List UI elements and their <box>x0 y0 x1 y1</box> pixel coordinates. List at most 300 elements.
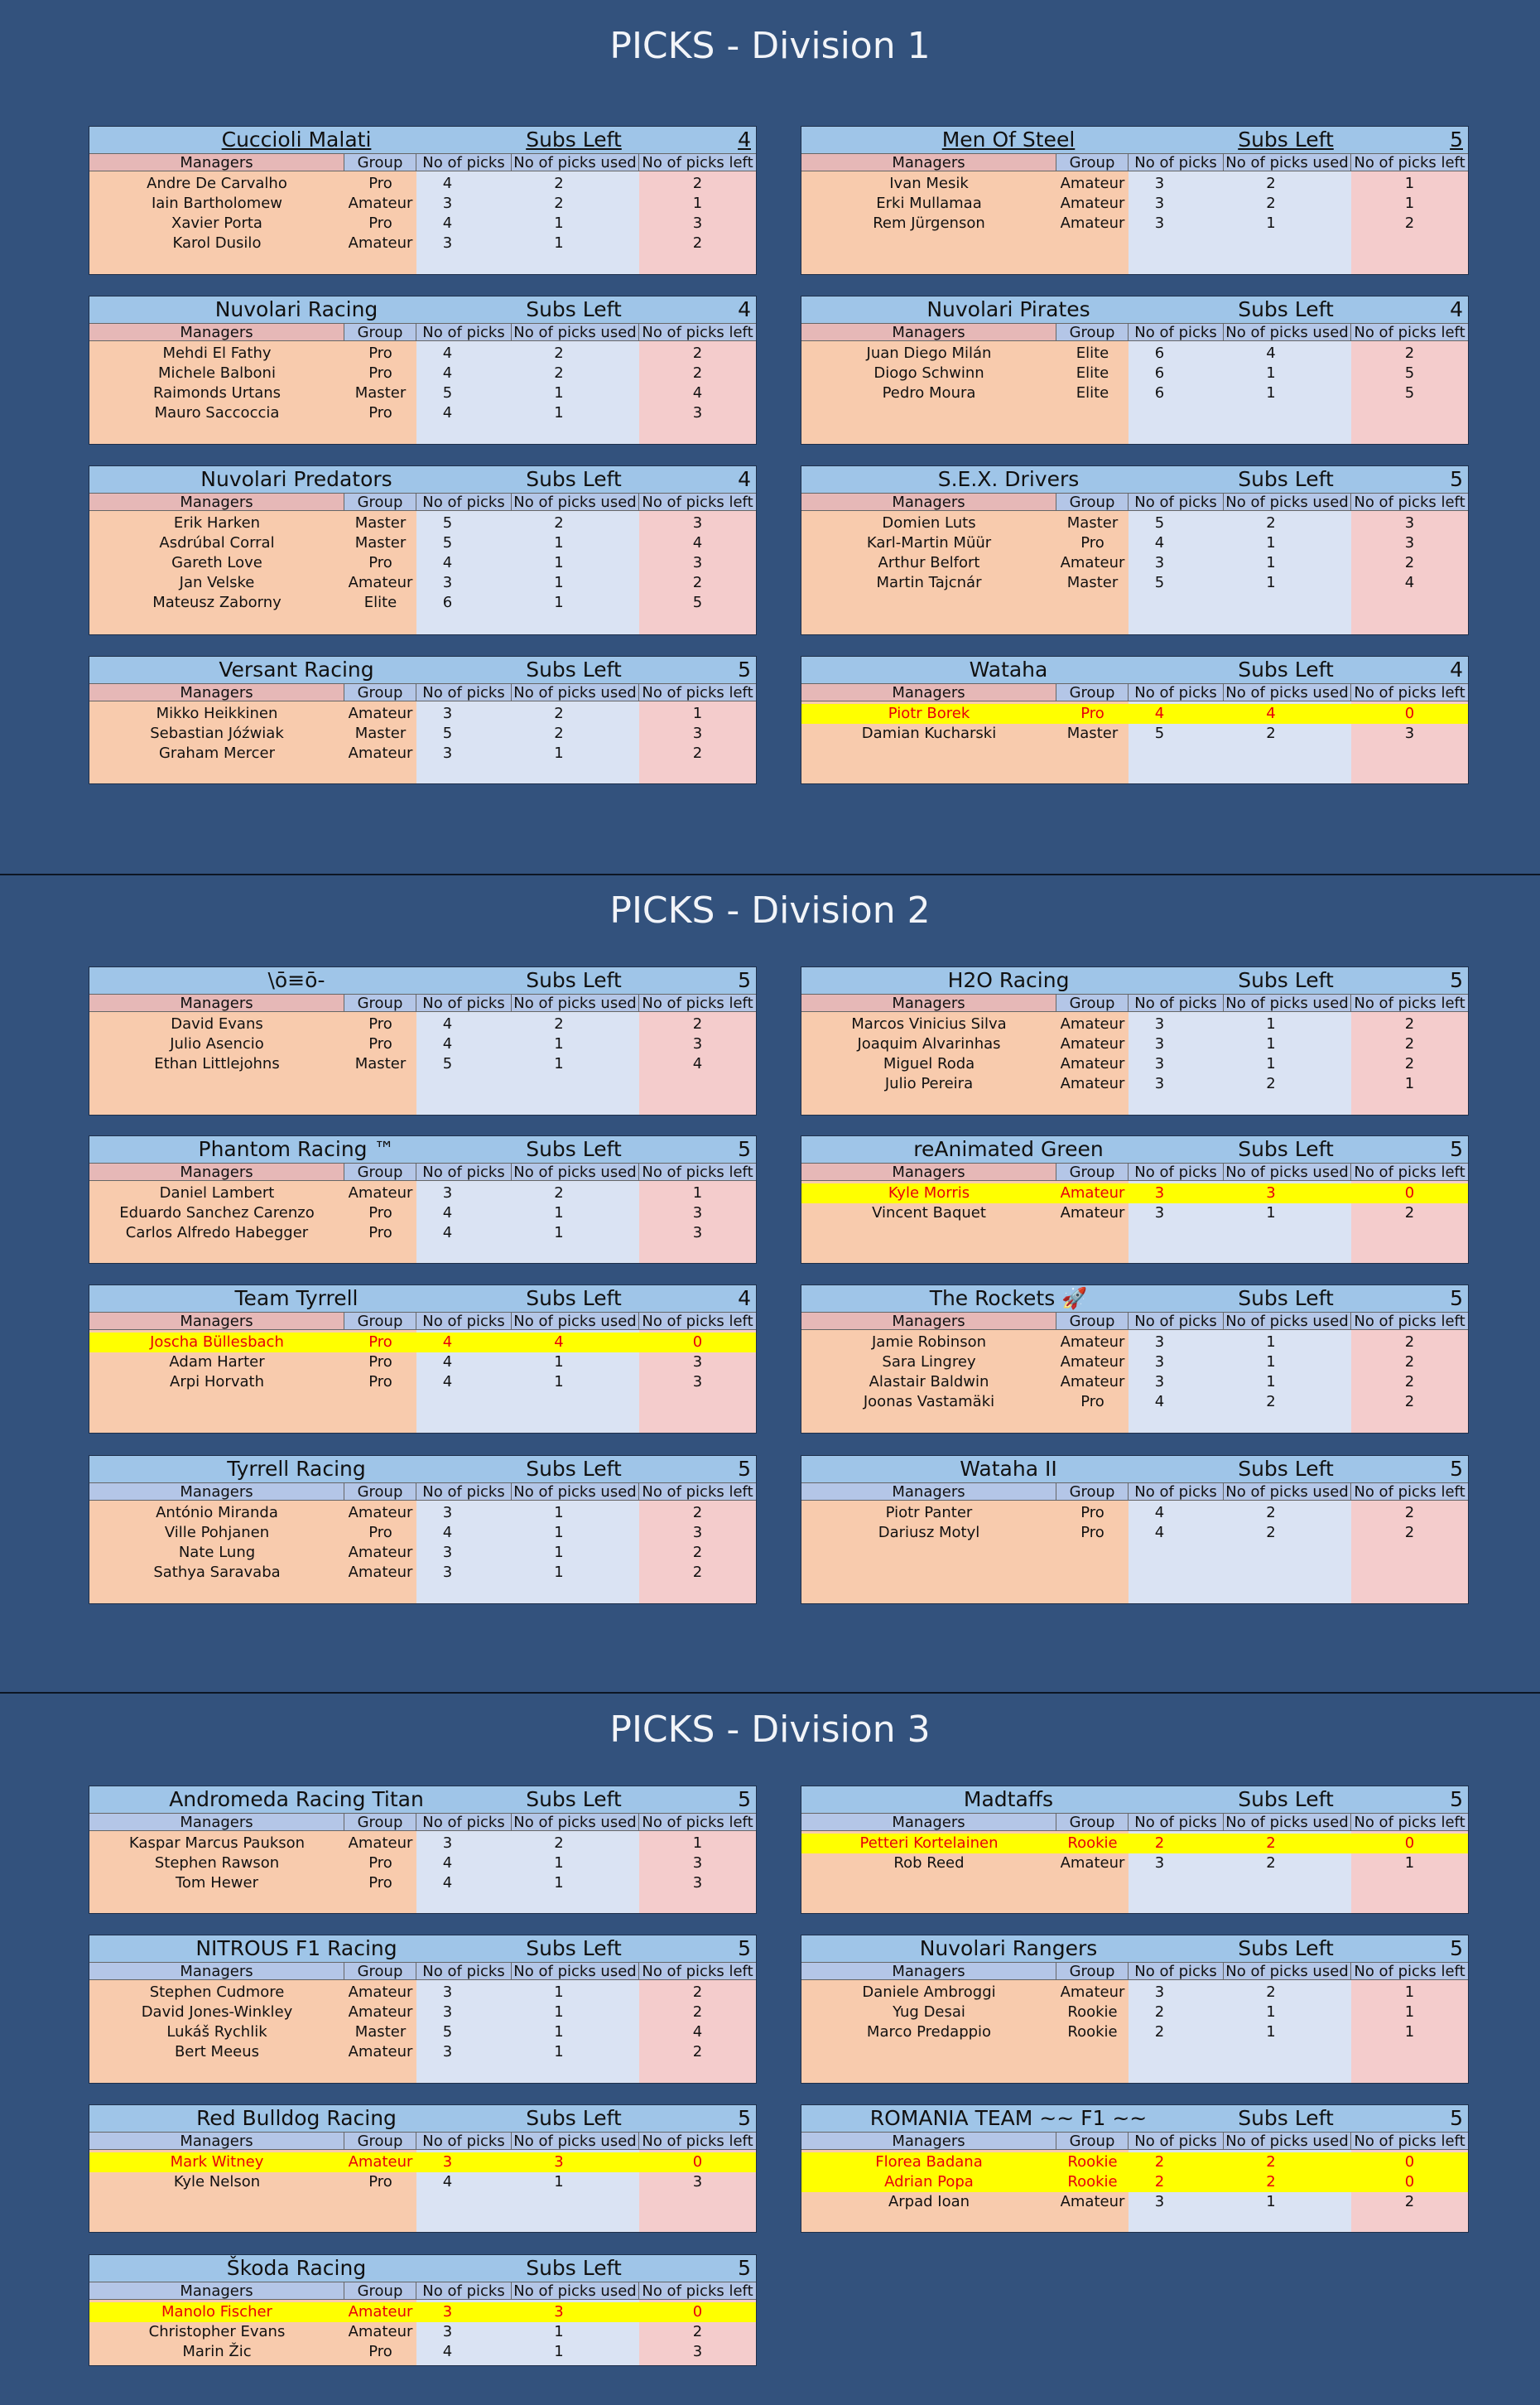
subs-left-label: Subs Left <box>526 658 622 682</box>
column-header-group: Group <box>1056 493 1129 511</box>
cell-picks: 4 <box>442 404 453 422</box>
manager-row <box>89 1543 756 1563</box>
column-header-picks: No of picks <box>1129 1962 1224 1980</box>
column-header-picks: No of picks <box>416 493 512 511</box>
cell-group: Master <box>1066 514 1119 532</box>
team-table <box>801 966 1469 1116</box>
team-table <box>89 656 757 784</box>
column-header-used: No of picks used <box>512 1813 639 1831</box>
cell-managers: Jan Velske <box>179 574 255 591</box>
cell-left: 3 <box>692 1874 703 1892</box>
cell-picks: 3 <box>1154 554 1165 571</box>
cell-managers: Domien Luts <box>882 514 976 532</box>
cell-picks: 3 <box>1154 1184 1165 1202</box>
cell-used: 2 <box>1266 1075 1276 1092</box>
column-header-managers: Managers <box>89 493 344 511</box>
cell-group: Pro <box>368 1874 392 1892</box>
column-header-used: No of picks used <box>512 1962 639 1980</box>
team-name <box>801 1935 1215 1962</box>
cell-group: Pro <box>1080 1524 1104 1541</box>
cell-used: 4 <box>1266 705 1276 722</box>
cell-managers: Mark Witney <box>170 2153 264 2171</box>
manager-row <box>89 593 756 613</box>
cell-used: 1 <box>1266 1055 1276 1072</box>
table-body <box>801 1012 1468 1115</box>
column-header-left: No of picks left <box>1351 1962 1468 1980</box>
cell-used: 1 <box>554 1224 564 1241</box>
cell-picks: 3 <box>1154 1075 1165 1092</box>
team-name <box>89 967 503 994</box>
cell-used: 1 <box>554 1983 564 2001</box>
column-header-left: No of picks left <box>639 683 756 701</box>
cell-used: 1 <box>554 1544 564 1561</box>
column-header-left: No of picks left <box>1351 153 1468 171</box>
manager-rows <box>801 1181 1468 1223</box>
manager-row <box>89 1983 756 2003</box>
manager-row <box>89 513 756 533</box>
cell-used: 2 <box>554 175 564 192</box>
cell-group: Master <box>354 534 407 552</box>
subs-left-label: Subs Left <box>1238 968 1334 992</box>
table-body <box>801 1980 1468 2083</box>
manager-row <box>89 724 756 744</box>
cell-picks: 3 <box>1154 1373 1165 1390</box>
cell-left: 2 <box>1404 1055 1415 1072</box>
cell-left: 3 <box>692 725 703 742</box>
cell-managers: Julio Pereira <box>884 1075 974 1092</box>
cell-managers: Carlos Alfredo Habegger <box>125 1224 309 1241</box>
manager-rows <box>89 511 756 613</box>
cell-group: Amateur <box>348 234 413 252</box>
cell-used: 2 <box>554 705 564 722</box>
cell-managers: Sathya Saravaba <box>153 1564 281 1581</box>
cell-managers: Piotr Panter <box>885 1504 973 1521</box>
column-header-managers: Managers <box>801 1813 1056 1831</box>
cell-group: Amateur <box>1060 1184 1125 1202</box>
manager-row <box>801 174 1468 194</box>
team-header <box>89 466 756 493</box>
column-header-used: No of picks used <box>1224 683 1351 701</box>
manager-row <box>89 2003 756 2022</box>
subs-left-count: 5 <box>738 2106 751 2130</box>
column-header-group: Group <box>1056 2132 1129 2150</box>
cell-managers: Julio Asencio <box>170 1035 264 1053</box>
cell-used: 1 <box>1266 1035 1276 1053</box>
cell-picks: 3 <box>1154 2193 1165 2210</box>
team-table <box>89 966 757 1116</box>
column-header-left: No of picks left <box>639 994 756 1012</box>
cell-managers: Mehdi El Fathy <box>162 345 272 362</box>
column-header-used: No of picks used <box>512 2282 639 2300</box>
manager-row <box>801 1523 1468 1543</box>
team-table <box>89 465 757 635</box>
manager-row <box>801 1074 1468 1094</box>
cell-left: 0 <box>1404 2153 1415 2171</box>
cell-used: 1 <box>554 2173 564 2191</box>
column-headers <box>89 1163 756 1181</box>
column-header-group: Group <box>344 1482 416 1501</box>
table-body <box>89 171 756 274</box>
cell-left: 2 <box>1404 1204 1415 1222</box>
cell-managers: Gareth Love <box>171 554 262 571</box>
manager-row <box>801 1372 1468 1392</box>
team-header <box>89 1285 756 1312</box>
subs-left-label: Subs Left <box>526 467 622 491</box>
manager-rows <box>801 1012 1468 1094</box>
team-table <box>801 296 1469 445</box>
column-header-managers: Managers <box>801 1482 1056 1501</box>
team-name-text: Team Tyrrell <box>234 1286 359 1310</box>
manager-row <box>801 1853 1468 1873</box>
cell-left: 5 <box>1404 384 1415 402</box>
manager-rows <box>89 1181 756 1243</box>
cell-used: 2 <box>1266 1504 1276 1521</box>
cell-used: 2 <box>1266 1983 1276 2001</box>
cell-group: Master <box>354 1055 407 1072</box>
cell-managers: Eduardo Sanchez Carenzo <box>119 1204 315 1222</box>
team-name-text: Nuvolari Predators <box>200 467 392 491</box>
cell-group: Amateur <box>1060 1854 1125 1872</box>
table-body <box>801 171 1468 274</box>
cell-group: Pro <box>368 554 392 571</box>
subs-left-count: 5 <box>738 1936 751 1960</box>
column-headers <box>801 1163 1468 1181</box>
cell-managers: Rob Reed <box>893 1854 965 1872</box>
cell-group: Elite <box>1076 364 1109 382</box>
cell-left: 3 <box>692 1373 703 1390</box>
column-headers <box>89 323 756 341</box>
manager-row <box>89 1372 756 1392</box>
manager-row <box>89 704 756 724</box>
cell-managers: David Jones-Winkley <box>141 2003 293 2021</box>
manager-row <box>89 1352 756 1372</box>
column-header-left: No of picks left <box>1351 2132 1468 2150</box>
column-header-group: Group <box>344 1813 416 1831</box>
cell-picks: 2 <box>1154 2023 1165 2041</box>
cell-left: 3 <box>1404 725 1415 742</box>
team-name-text: Wataha II <box>960 1457 1057 1481</box>
manager-row <box>89 214 756 234</box>
column-header-picks: No of picks <box>1129 323 1224 341</box>
manager-row-highlighted <box>801 1183 1468 1203</box>
subs-left-count: 5 <box>738 2256 751 2280</box>
column-header-used: No of picks used <box>512 153 639 171</box>
cell-managers: David Evans <box>171 1015 263 1033</box>
cell-group: Amateur <box>348 1564 413 1581</box>
cell-picks: 3 <box>442 745 453 762</box>
cell-used: 1 <box>554 2043 564 2060</box>
table-body <box>801 1501 1468 1603</box>
division-title: PICKS - Division 3 <box>609 1709 931 1751</box>
manager-row <box>801 1333 1468 1352</box>
manager-row <box>89 553 756 573</box>
cell-picks: 4 <box>442 345 453 362</box>
column-header-left: No of picks left <box>639 1962 756 1980</box>
cell-managers: Graham Mercer <box>158 745 276 762</box>
manager-row <box>801 2003 1468 2022</box>
cell-left: 3 <box>692 514 703 532</box>
cell-used: 1 <box>554 745 564 762</box>
cell-managers: Diogo Schwinn <box>873 364 984 382</box>
column-header-used: No of picks used <box>1224 153 1351 171</box>
manager-row <box>89 1563 756 1583</box>
team-table <box>89 1786 757 1914</box>
table-body <box>89 2300 756 2365</box>
column-headers <box>801 323 1468 341</box>
team-table <box>89 296 757 445</box>
column-header-used: No of picks used <box>1224 1482 1351 1501</box>
cell-picks: 4 <box>442 1874 453 1892</box>
team-name <box>89 657 503 683</box>
cell-managers: Bert Meeus <box>174 2043 260 2060</box>
subs-left-label: Subs Left <box>1238 658 1334 682</box>
cell-used: 1 <box>554 1373 564 1390</box>
manager-row <box>89 1873 756 1893</box>
manager-row <box>89 194 756 214</box>
cell-picks: 4 <box>1154 705 1165 722</box>
cell-managers: Arpad Ioan <box>888 2193 970 2210</box>
table-body <box>89 511 756 634</box>
cell-used: 1 <box>1266 1373 1276 1390</box>
cell-left: 3 <box>692 554 703 571</box>
cell-picks: 3 <box>1154 1983 1165 2001</box>
team-name-text: Cuccioli Malati <box>221 128 372 152</box>
table-body <box>89 1831 756 1913</box>
team-name-text: NITROUS F1 Racing <box>195 1936 397 1960</box>
team-name <box>801 1285 1215 1312</box>
team-name <box>89 2255 503 2282</box>
team-table <box>89 1455 757 1604</box>
manager-row <box>89 2042 756 2062</box>
cell-picks: 5 <box>1154 725 1165 742</box>
manager-rows <box>801 171 1468 234</box>
cell-group: Amateur <box>348 1504 413 1521</box>
team-header <box>801 2105 1468 2132</box>
cell-group: Rookie <box>1067 2173 1118 2191</box>
cell-picks: 6 <box>442 594 453 611</box>
manager-rows <box>89 2300 756 2362</box>
cell-picks: 4 <box>1154 1504 1165 1521</box>
subs-left-label: Subs Left <box>1238 467 1334 491</box>
cell-group: Elite <box>1076 384 1109 402</box>
column-headers <box>801 153 1468 171</box>
team-table <box>801 1455 1469 1604</box>
cell-used: 1 <box>554 1204 564 1222</box>
team-header <box>801 1136 1468 1163</box>
column-headers <box>801 1312 1468 1330</box>
cell-managers: Arthur Belfort <box>878 554 980 571</box>
team-name <box>89 2105 503 2132</box>
cell-picks: 3 <box>1154 1854 1165 1872</box>
column-headers <box>801 1482 1468 1501</box>
column-header-managers: Managers <box>89 1482 344 1501</box>
cell-managers: Mikko Heikkinen <box>156 705 278 722</box>
cell-used: 1 <box>554 574 564 591</box>
manager-rows <box>89 1980 756 2062</box>
column-header-group: Group <box>1056 1813 1129 1831</box>
manager-row <box>89 744 756 764</box>
column-header-left: No of picks left <box>1351 1312 1468 1330</box>
column-header-managers: Managers <box>801 994 1056 1012</box>
table-body <box>801 1330 1468 1433</box>
manager-row <box>801 1054 1468 1074</box>
subs-left-count: 5 <box>738 1457 751 1481</box>
cell-picks: 3 <box>442 1564 453 1581</box>
cell-group: Rookie <box>1067 2153 1118 2171</box>
table-body <box>801 1181 1468 1263</box>
team-header <box>89 1786 756 1813</box>
cell-group: Rookie <box>1067 2023 1118 2041</box>
cell-left: 2 <box>692 745 703 762</box>
team-name-text: ROMANIA TEAM ~~ F1 ~~ <box>869 2106 1148 2130</box>
cell-left: 0 <box>692 2303 703 2321</box>
cell-picks: 3 <box>442 1504 453 1521</box>
team-header <box>89 657 756 683</box>
cell-picks: 5 <box>442 534 453 552</box>
cell-used: 4 <box>1266 345 1276 362</box>
manager-row <box>89 533 756 553</box>
cell-group: Amateur <box>348 2003 413 2021</box>
team-header <box>89 1935 756 1962</box>
cell-picks: 4 <box>442 1524 453 1541</box>
team-table <box>89 1284 757 1434</box>
column-header-left: No of picks left <box>639 493 756 511</box>
cell-managers: Yug Desai <box>893 2003 965 2021</box>
cell-left: 4 <box>692 534 703 552</box>
cell-picks: 5 <box>442 384 453 402</box>
column-header-group: Group <box>344 2132 416 2150</box>
cell-group: Amateur <box>348 705 413 722</box>
cell-group: Amateur <box>348 745 413 762</box>
manager-row <box>801 214 1468 234</box>
manager-row <box>801 533 1468 553</box>
team-name <box>89 1136 503 1163</box>
cell-picks: 3 <box>1154 1035 1165 1053</box>
cell-used: 2 <box>554 195 564 212</box>
manager-row <box>801 194 1468 214</box>
cell-group: Amateur <box>348 2323 413 2340</box>
subs-left-count: 5 <box>1450 1936 1463 1960</box>
column-header-used: No of picks used <box>512 994 639 1012</box>
cell-managers: Mateusz Zaborny <box>152 594 282 611</box>
cell-left: 3 <box>692 2173 703 2191</box>
cell-left: 1 <box>1404 195 1415 212</box>
manager-row <box>89 1223 756 1243</box>
subs-left-count: 5 <box>738 968 751 992</box>
manager-row <box>89 2022 756 2042</box>
team-name-text: Nuvolari Rangers <box>919 1936 1098 1960</box>
cell-left: 2 <box>1404 1373 1415 1390</box>
cell-managers: Tom Hewer <box>175 1874 258 1892</box>
subs-left-label: Subs Left <box>1238 128 1334 152</box>
cell-managers: Piotr Borek <box>888 705 970 722</box>
column-header-group: Group <box>344 994 416 1012</box>
cell-managers: Michele Balboni <box>158 364 276 382</box>
cell-left: 3 <box>692 1353 703 1371</box>
team-header <box>89 1456 756 1482</box>
manager-row <box>89 1183 756 1203</box>
team-header <box>801 1935 1468 1962</box>
manager-row <box>89 234 756 253</box>
manager-row <box>89 174 756 194</box>
manager-row <box>89 383 756 403</box>
column-header-used: No of picks used <box>512 683 639 701</box>
cell-left: 2 <box>692 1544 703 1561</box>
cell-used: 1 <box>554 1854 564 1872</box>
manager-rows <box>89 1831 756 1893</box>
table-body <box>89 2150 756 2232</box>
cell-group: Pro <box>368 175 392 192</box>
cell-picks: 3 <box>442 2323 453 2340</box>
team-name-text: Phantom Racing ™ <box>198 1137 395 1161</box>
team-header <box>801 466 1468 493</box>
cell-used: 1 <box>554 2343 564 2360</box>
column-header-left: No of picks left <box>639 1163 756 1181</box>
cell-used: 2 <box>1266 195 1276 212</box>
cell-managers: Sara Lingrey <box>882 1353 976 1371</box>
cell-used: 2 <box>1266 2173 1276 2191</box>
team-header <box>89 2105 756 2132</box>
column-header-used: No of picks used <box>1224 1312 1351 1330</box>
cell-group: Amateur <box>1060 175 1125 192</box>
cell-used: 1 <box>554 1564 564 1581</box>
subs-left-label: Subs Left <box>526 2106 622 2130</box>
column-headers <box>89 2282 756 2300</box>
team-table <box>89 2104 757 2233</box>
cell-picks: 4 <box>442 554 453 571</box>
cell-used: 1 <box>554 234 564 252</box>
cell-picks: 3 <box>1154 1333 1165 1351</box>
column-header-left: No of picks left <box>639 323 756 341</box>
cell-left: 1 <box>692 1834 703 1852</box>
team-name-text: Red Bulldog Racing <box>196 2106 397 2130</box>
cell-group: Pro <box>368 1224 392 1241</box>
cell-group: Pro <box>368 345 392 362</box>
cell-picks: 2 <box>1154 2003 1165 2021</box>
cell-group: Pro <box>368 1854 392 1872</box>
cell-used: 1 <box>554 1353 564 1371</box>
cell-group: Pro <box>368 2343 392 2360</box>
cell-managers: Daniel Lambert <box>159 1184 275 1202</box>
cell-managers: Kyle Nelson <box>173 2173 261 2191</box>
column-headers <box>89 153 756 171</box>
table-body <box>89 701 756 783</box>
team-name <box>89 1285 503 1312</box>
team-table <box>801 465 1469 635</box>
subs-left-label: Subs Left <box>526 1137 622 1161</box>
cell-left: 4 <box>692 1055 703 1072</box>
cell-left: 3 <box>692 2343 703 2360</box>
subs-left-count: 5 <box>1450 1137 1463 1161</box>
cell-managers: Dariusz Motyl <box>878 1524 980 1541</box>
column-header-group: Group <box>1056 323 1129 341</box>
cell-group: Amateur <box>348 1184 413 1202</box>
team-name <box>801 657 1215 683</box>
cell-used: 1 <box>1266 2003 1276 2021</box>
column-header-left: No of picks left <box>1351 323 1468 341</box>
cell-left: 4 <box>692 384 703 402</box>
cell-picks: 4 <box>442 364 453 382</box>
cell-left: 1 <box>1404 2003 1415 2021</box>
manager-rows <box>801 1501 1468 1543</box>
manager-row <box>801 1392 1468 1412</box>
subs-left-label: Subs Left <box>526 128 622 152</box>
column-headers <box>89 2132 756 2150</box>
column-header-picks: No of picks <box>1129 994 1224 1012</box>
manager-rows <box>89 171 756 253</box>
cell-left: 0 <box>1404 1184 1415 1202</box>
subs-left-count: 4 <box>1450 658 1463 682</box>
